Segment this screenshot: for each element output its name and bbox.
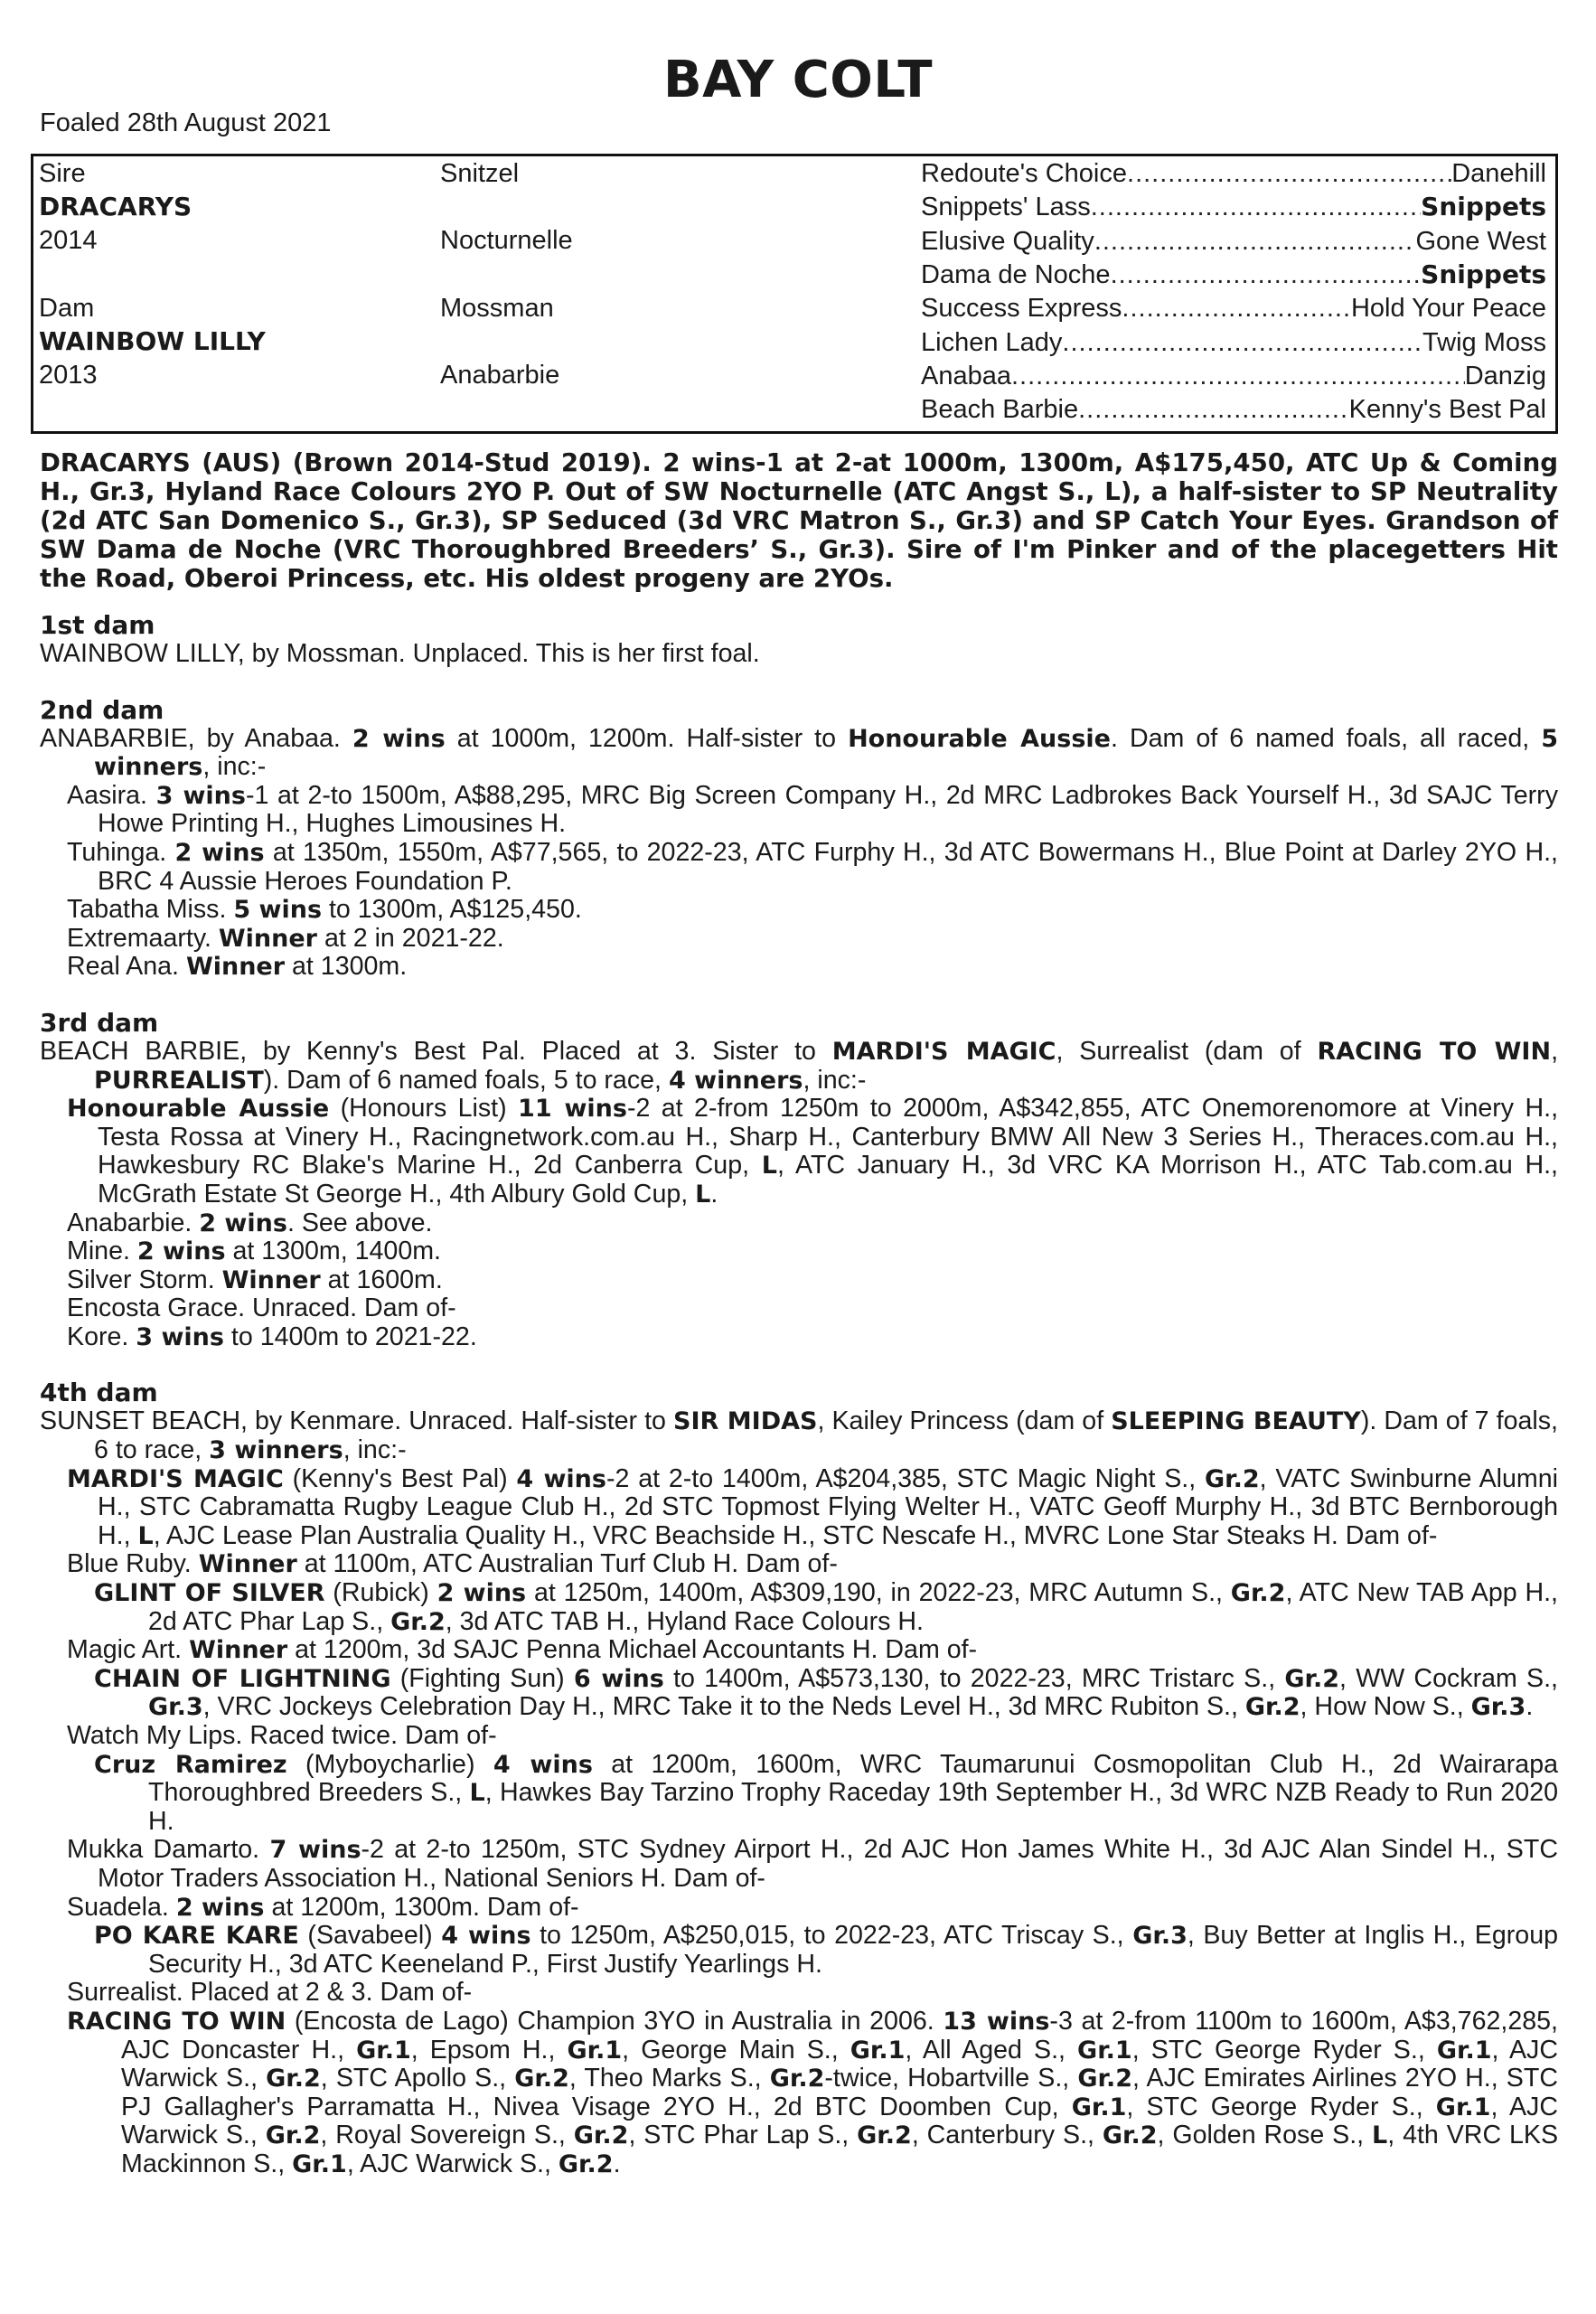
text-run: . [1526, 1692, 1534, 1722]
progeny-entry [40, 1665, 1558, 1722]
text-run: PURREALIST [94, 1066, 264, 1095]
text-run: Honourable Aussie [67, 1095, 330, 1124]
text-run: at 1300m, 1400m. [225, 1237, 441, 1266]
dam-year: 2013 [39, 361, 98, 390]
text-run: Winner [221, 1265, 321, 1294]
pedigree-table [31, 154, 1558, 434]
text-run: 2 wins [352, 724, 446, 753]
text-run: (Rubick) [324, 1578, 437, 1608]
text-run: L [761, 1152, 777, 1181]
text-run: , AJC Warwick S., [121, 2092, 1558, 2150]
text-run: , 3d ATC TAB H., Hyland Race Colours H. [445, 1606, 924, 1636]
text-run: at 1250m, 1400m, A$309,190, in 2022-23, MRC Autumn S., [526, 1578, 1231, 1608]
text-run: Extremaarty. [67, 923, 219, 953]
text-run: , How Now S., [1300, 1692, 1471, 1722]
page-title: BAY COLT [662, 51, 934, 109]
text-run: ). Dam of 7 foals, 6 to race, [94, 1406, 1558, 1465]
text-run: 2 wins [199, 1209, 287, 1237]
text-run: Gr.2 [266, 2065, 321, 2093]
text-run: , AJC Emirates Airlines 2YO H., STC PJ Gallagher's Parramatta H., Nivea Visage 2YO H., 2d BTC Doomben Cup, [121, 2064, 1558, 2121]
text-run: , inc:- [803, 1065, 867, 1095]
text-run: , Hawkes Bay Tarzino Trophy Raceday 19th September H., 3d WRC NZB Ready to Run 2020 H. [148, 1778, 1558, 1836]
text-run: , Epsom H., [410, 2035, 568, 2065]
text-run: at 1600m. [320, 1265, 443, 1294]
text-run: Watch My Lips. Raced twice. Dam of- [67, 1721, 497, 1750]
ancestor-row [921, 326, 1546, 359]
text-run: . [710, 1179, 718, 1209]
ancestor-sire: Twig Moss [1422, 327, 1546, 357]
text-run: , Buy Better at Inglis H., Egroup Security H., 3d ATC Keeneland P., First Justify Yearlings H. [148, 1921, 1559, 1979]
sire-dam: Nocturnelle [440, 226, 573, 255]
text-run: Gr.2 [1077, 2065, 1133, 2093]
text-run: 2 wins [437, 1579, 527, 1608]
text-run: 2 wins [174, 838, 265, 867]
text-run: Gr.2 [1284, 1664, 1340, 1693]
text-run: at 1000m, 1200m. Half-sister to [445, 723, 849, 753]
text-run: L [695, 1180, 711, 1209]
text-run: ). Dam of 6 named foals, 5 to race, [263, 1065, 669, 1095]
dam-paragraph [40, 640, 1558, 669]
ancestor-row [921, 393, 1546, 426]
ancestor-name: Lichen Lady [921, 327, 1063, 357]
text-run: Gr.1 [850, 2036, 906, 2065]
text-run: Gr.2 [265, 2121, 321, 2150]
progeny-entry [40, 1266, 1558, 1295]
text-run: (Encosta de Lago) Champion 3YO in Australia in 2006. [286, 2006, 944, 2036]
ancestor-row [921, 225, 1546, 258]
leader-dots [1062, 326, 1422, 359]
text-run: Gr.1 [292, 2149, 347, 2178]
leader-dots [1094, 225, 1416, 258]
text-run: Gr.1 [567, 2036, 623, 2065]
text-run: SIR MIDAS [673, 1407, 818, 1436]
text-run: Gr.2 [769, 2065, 825, 2093]
ancestor-sire: Danzig [1464, 361, 1546, 390]
text-run: Cruz Ramirez [94, 1750, 287, 1779]
text-run: L [469, 1779, 485, 1808]
progeny-entry [40, 1237, 1558, 1266]
text-run: Gr.2 [857, 2121, 912, 2150]
ancestor-name: Anabaa [921, 361, 1011, 390]
text-run: , VRC Jockeys Celebration Day H., MRC Take it to the Neds Level H., 3d MRC Rubiton S., [202, 1692, 1245, 1722]
text-run: -3 at 2-from 1100m to 1600m, A$3,762,285, AJC Doncaster H., [121, 2006, 1558, 2065]
text-run: 7 wins [269, 1836, 361, 1865]
text-run: Gr.1 [1071, 2093, 1127, 2121]
progeny-entry [40, 839, 1558, 896]
text-run: , Canterbury S., [911, 2121, 1103, 2150]
text-run: Mine. [67, 1237, 137, 1266]
progeny-entry [40, 1209, 1558, 1238]
sire-name: DRACARYS [39, 192, 192, 221]
text-run: , inc:- [202, 752, 267, 782]
text-run: -twice, Hobartville S., [824, 2064, 1078, 2093]
ancestor-name: Snippets' Lass [921, 193, 1091, 222]
ancestor-sire: Hold Your Peace [1350, 294, 1546, 324]
text-run: , ATC New TAB App H., 2d ATC Phar Lap S., [148, 1578, 1558, 1636]
text-run: , VATC Swinburne Alumni H., STC Cabramatta Rugby League Club H., 2d STC Topmost Flying Welter H., VATC Geoff Murphy H., 3d BTC Bernborough H., [98, 1463, 1558, 1550]
leader-dots [1111, 259, 1422, 291]
progeny-entry [40, 1095, 1558, 1209]
text-run: , Theo Marks S., [568, 2064, 770, 2093]
text-run: Encosta Grace. Unraced. Dam of- [67, 1293, 456, 1323]
text-run: to 1400m, A$573,130, to 2022-23, MRC Tristarc S., [663, 1663, 1285, 1693]
text-run: , All Aged S., [905, 2035, 1078, 2065]
dam-paragraph [40, 1407, 1558, 1464]
text-run: 4 wins [441, 1922, 531, 1951]
ancestor-name: Elusive Quality [921, 226, 1094, 256]
ancestor-sire: Danehill [1451, 159, 1546, 188]
progeny-entry [40, 953, 1558, 982]
text-run: WAINBOW LILLY, by Mossman. Unplaced. This is her first foal. [40, 639, 760, 668]
text-run: MARDI'S MAGIC [67, 1464, 284, 1493]
text-run: Gr.2 [1102, 2121, 1158, 2150]
text-run: , STC George Ryder S., [1126, 2092, 1436, 2121]
text-run: , STC George Ryder S., [1131, 2035, 1437, 2065]
sire-summary: DRACARYS (AUS) (Brown 2014-Stud 2019). 2 wins-1 at 2-at 1000m, 1300m, A$175,450, ATC Up & Coming H., Gr.3, Hyland Race Colours 2YO P. Out of SW Nocturnelle (ATC Angst S., L), a half-sister to SP Neutrality (2d ATC San Domenico S., Gr.3), SP Seduced (3d VRC Matron S., Gr.3) and SP Catch Your Eyes. Grandson of SW Dama de Noche (VRC Thoroughbred Breeders’ S., Gr.3). Sire of I'm Pinker and of the placegetters Hit the Road, Oberoi Princess, etc. His oldest progeny are 2YOs. [40, 447, 1558, 593]
text-run: , ATC January H., 3d VRC KA Morrison H., ATC Tab.com.au H., McGrath Estate St George H., 4th Albury Gold Cup, [98, 1151, 1558, 1209]
text-run: , George Main S., [622, 2035, 850, 2065]
section-heading: 4th dam [40, 1378, 158, 1408]
text-run: 6 wins [573, 1664, 664, 1693]
leader-dots [1078, 393, 1349, 426]
dam-name: WAINBOW LILLY [39, 326, 266, 356]
text-run: Gr.2 [390, 1607, 446, 1636]
text-run: , Kailey Princess (dam of [817, 1406, 1112, 1436]
text-run: (Fighting Sun) [390, 1663, 574, 1693]
ancestor-row [921, 292, 1546, 325]
text-run: RACING TO WIN [1317, 1037, 1552, 1066]
progeny-entry [40, 1722, 1558, 1751]
leader-dots [1122, 292, 1351, 325]
text-run: , Surrealist (dam of [1056, 1036, 1318, 1066]
text-run: MARDI'S MAGIC [831, 1037, 1056, 1066]
ancestor-row [921, 191, 1546, 223]
text-run: Gr.2 [558, 2149, 614, 2178]
text-run: , AJC Warwick S., [346, 2149, 559, 2178]
text-run: Blue Ruby. [67, 1549, 199, 1579]
text-run: Gr.2 [573, 2121, 629, 2150]
ancestor-name: Beach Barbie [921, 395, 1079, 425]
text-run: (Savabeel) [298, 1921, 442, 1951]
text-run: Anabarbie. [67, 1208, 200, 1237]
ancestor-sire: Snippets [1421, 259, 1546, 289]
text-run: SLEEPING BEAUTY [1111, 1407, 1361, 1436]
text-run: (Myboycharlie) [286, 1749, 493, 1779]
text-run: Honourable Aussie [848, 724, 1111, 753]
text-run: L [137, 1521, 154, 1550]
text-run: Gr.1 [1077, 2036, 1132, 2065]
text-run: , Golden Rose S., [1157, 2121, 1373, 2150]
ancestor-row [921, 157, 1546, 190]
text-run: GLINT OF SILVER [94, 1579, 325, 1608]
progeny-entry [40, 2008, 1558, 2179]
text-run: at 1200m, 1300m. Dam of- [264, 1892, 579, 1922]
text-run: Mukka Damarto. [67, 1835, 270, 1865]
text-run: ANABARBIE, by Anabaa. [40, 723, 352, 753]
text-run: 4 wins [516, 1464, 606, 1493]
text-run: CHAIN OF LIGHTNING [94, 1664, 391, 1693]
progeny-entry [40, 1465, 1558, 1551]
text-run: at 1100m, ATC Australian Turf Club H. Dam of- [296, 1549, 838, 1579]
text-run: at 1200m, 3d SAJC Penna Michael Accountants H. Dam of- [287, 1635, 978, 1665]
ancestor-name: Redoute's Choice [921, 159, 1128, 188]
progeny-entry [40, 1751, 1558, 1837]
text-run: , AJC Lease Plan Australia Quality H., VRC Beachside H., STC Nescafe H., MVRC Lone Star Steaks H. Dam of- [153, 1520, 1438, 1550]
text-run: (Honours List) [329, 1094, 519, 1124]
text-run: at 1300m. [285, 952, 408, 982]
text-run: 11 wins [518, 1095, 627, 1124]
text-run: Aasira. [67, 780, 156, 810]
text-run: to 1250m, A$250,015, to 2022-23, ATC Triscay S., [530, 1921, 1133, 1951]
text-run: Gr.2 [1230, 1579, 1286, 1608]
text-run: 2 wins [136, 1237, 226, 1266]
dam-dam: Anabarbie [440, 361, 560, 390]
text-run: Winner [185, 953, 286, 982]
leader-dots [1127, 157, 1451, 190]
text-run: Gr.2 [514, 2065, 569, 2093]
section-heading: 3rd dam [40, 1007, 159, 1038]
leader-dots [1011, 360, 1465, 392]
text-run: , inc:- [343, 1435, 407, 1465]
text-run: Gr.3 [1132, 1922, 1188, 1951]
text-run: PO KARE KARE [94, 1922, 299, 1951]
progeny-entry [40, 1922, 1558, 1979]
progeny-entry [40, 1323, 1558, 1352]
ancestor-row [921, 259, 1546, 291]
text-run: to 1300m, A$125,450. [322, 895, 582, 925]
text-run: 5 winners [94, 724, 1559, 782]
progeny-entry [40, 896, 1558, 925]
text-run: , Royal Sovereign S., [320, 2121, 574, 2150]
ancestor-name: Success Express [921, 294, 1122, 324]
text-run: -1 at 2-to 1500m, A$88,295, MRC Big Screen Company H., 2d MRC Ladbrokes Back Yourself H., 3d SAJC Terry Howe Printing H., Hughes Limousines H. [98, 780, 1559, 839]
text-run: Gr.1 [1435, 2093, 1491, 2121]
text-run: -2 at 2-to 1400m, A$204,385, STC Magic Night S., [606, 1463, 1205, 1493]
progeny-entry [40, 1894, 1558, 1923]
foaled-date: Foaled 28th August 2021 [40, 108, 332, 137]
text-run: Suadela. [67, 1892, 176, 1922]
text-run: Surrealist. Placed at 2 & 3. Dam of- [67, 1978, 473, 2008]
dam-paragraph [40, 1038, 1558, 1095]
text-run: , WW Cockram S., [1339, 1663, 1559, 1693]
text-run: 5 wins [233, 896, 323, 925]
text-run: 4 winners [668, 1066, 803, 1095]
text-run: . [613, 2149, 621, 2178]
text-run: (Kenny's Best Pal) [283, 1463, 517, 1493]
text-run: Gr.1 [356, 2036, 411, 2065]
ancestor-row [921, 360, 1546, 392]
text-run: SUNSET BEACH, by Kenmare. Unraced. Half-sister to [40, 1406, 674, 1436]
text-run: Tuhinga. [67, 837, 175, 867]
text-run: Gr.3 [1470, 1693, 1526, 1722]
ancestor-sire: Gone West [1415, 226, 1546, 256]
text-run: Gr.2 [1205, 1464, 1260, 1493]
progeny-entry [40, 1294, 1558, 1323]
text-run: BEACH BARBIE, by Kenny's Best Pal. Placed at 3. Sister to [40, 1036, 832, 1066]
text-run: Winner [189, 1636, 288, 1665]
text-run: 4 wins [493, 1750, 593, 1779]
dam-sire: Mossman [440, 294, 554, 323]
text-run: at 1200m, 1600m, WRC Taumarunui Cosmopolitan Club H., 2d Wairarapa Thoroughbred Breeders S., [148, 1749, 1558, 1808]
dam-label: Dam [39, 294, 95, 323]
progeny-entry [40, 925, 1558, 954]
progeny-entry [40, 1550, 1558, 1579]
text-run: -2 at 2-from 1250m to 2000m, A$342,855, ATC Onemorenomore at Vinery H., Testa Rossa at Vinery H., Racingnetwork.com.au H., Sharp H., Canterbury BMW All New 3 Series H., Theraces.com.au H., Hawkesbury RC Blake's Marine H., 2d Canberra Cup, [98, 1094, 1559, 1181]
text-run: Kore. [67, 1322, 136, 1351]
section-heading: 2nd dam [40, 694, 164, 725]
text-run: at 1350m, 1550m, A$77,565, to 2022-23, ATC Furphy H., 3d ATC Bowermans H., Blue Point at Darley 2YO H., BRC 4 Aussie Heroes Foundation P. [98, 837, 1558, 896]
progeny-entry [40, 1636, 1558, 1665]
text-run: 2 wins [175, 1893, 265, 1922]
leader-dots [1091, 191, 1421, 223]
ancestor-sire: Snippets [1421, 192, 1546, 222]
text-run: Gr.3 [148, 1693, 203, 1722]
sire-year: 2014 [39, 226, 98, 255]
text-run: , 4th VRC LKS Mackinnon S., [121, 2121, 1559, 2178]
progeny-entry [40, 1579, 1558, 1636]
section-heading: 1st dam [40, 610, 155, 640]
text-run: , AJC Warwick S., [121, 2035, 1558, 2093]
dam-paragraph [40, 725, 1558, 782]
text-run: , STC Apollo S., [320, 2064, 515, 2093]
text-run: RACING TO WIN [67, 2007, 286, 2036]
progeny-entry [40, 1836, 1558, 1893]
ancestor-name: Dama de Noche [921, 259, 1111, 289]
text-run: Winner [198, 1550, 297, 1579]
text-run: to 1400m to 2021-22. [223, 1322, 477, 1351]
text-run: Gr.2 [1244, 1693, 1300, 1722]
text-run: Real Ana. [67, 952, 186, 982]
progeny-entry [40, 1979, 1558, 2008]
progeny-entry [40, 782, 1558, 839]
text-run: Silver Storm. [67, 1265, 222, 1294]
text-run: 3 winners [209, 1436, 343, 1465]
text-run: 3 wins [136, 1322, 224, 1351]
text-run: at 2 in 2021-22. [317, 923, 504, 953]
text-run: -2 at 2-to 1250m, STC Sydney Airport H., 2d AJC Hon James White H., 3d AJC Alan Sindel H., STC Motor Traders Association H., National Seniors H. Dam of- [98, 1835, 1558, 1893]
text-run: , [1551, 1036, 1559, 1066]
text-run: Winner [218, 924, 317, 953]
ancestor-sire: Kenny's Best Pal [1348, 395, 1546, 425]
sire-label: Sire [39, 159, 86, 188]
family-sections [40, 611, 1558, 2179]
text-run: . Dam of 6 named foals, all raced, [1110, 723, 1542, 753]
text-run: Gr.1 [1436, 2036, 1492, 2065]
text-run: L [1372, 2121, 1388, 2150]
text-run: 3 wins [155, 781, 246, 810]
text-run: 13 wins [943, 2007, 1050, 2036]
text-run: . See above. [286, 1208, 433, 1237]
text-run: Tabatha Miss. [67, 895, 234, 925]
sire-sire: Snitzel [440, 159, 520, 188]
text-run: Magic Art. [67, 1635, 190, 1665]
text-run: , STC Phar Lap S., [628, 2121, 858, 2150]
